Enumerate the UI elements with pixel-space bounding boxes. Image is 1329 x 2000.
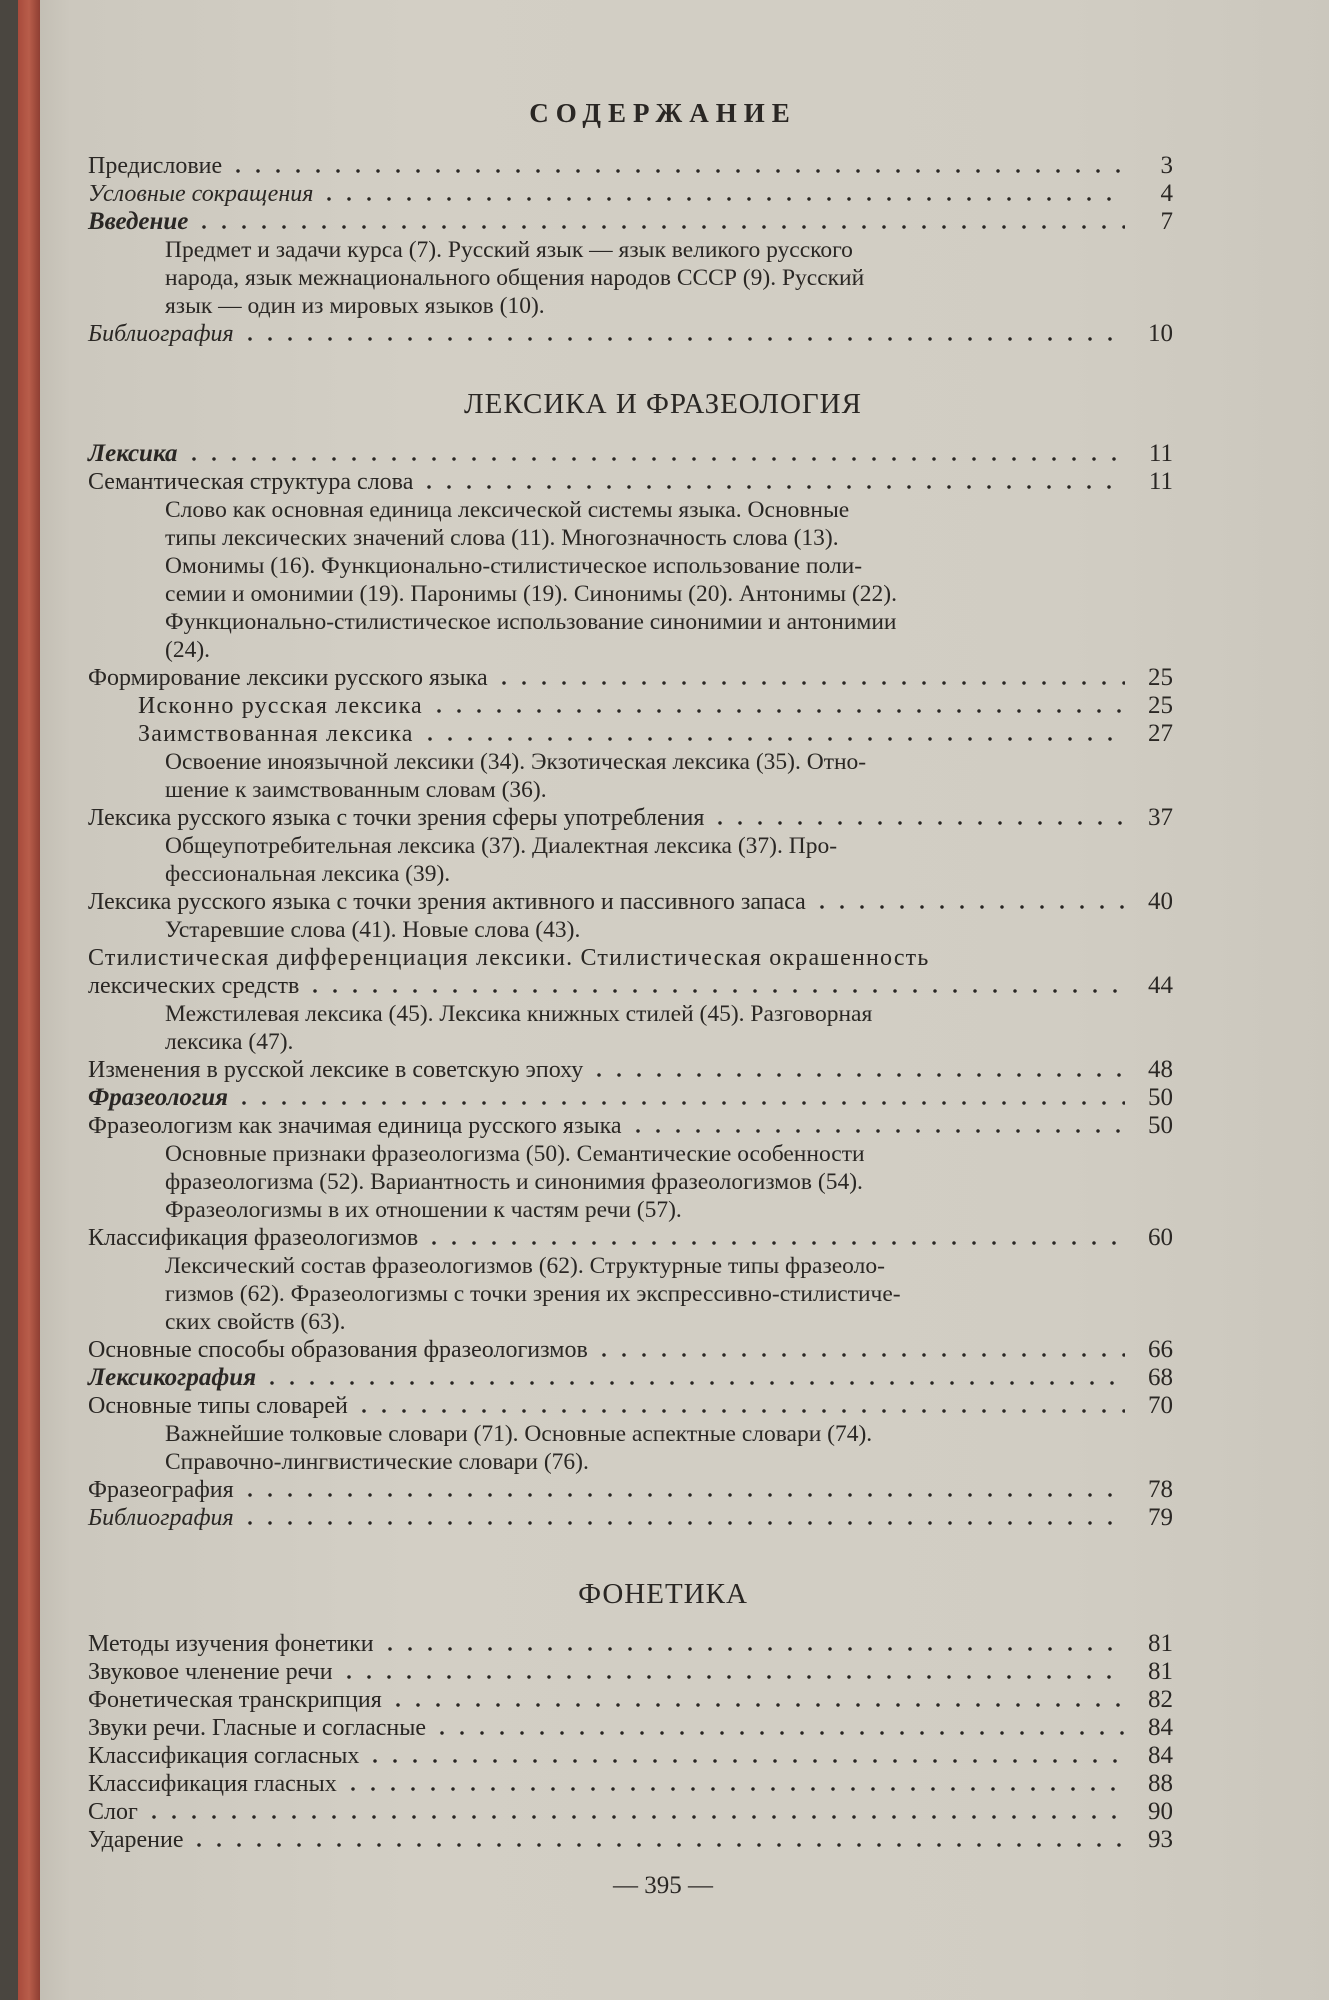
dot-leader [343, 1786, 1125, 1792]
toc-page-number: 84 [1148, 1742, 1173, 1769]
toc-entry-label: Стилистическая дифференциация лексики. Стилистическая окрашенность [88, 945, 930, 971]
toc-entry-phraseology [88, 1084, 1173, 1112]
annotation-line: Общеупотребительная лексика (37). Диалектная лексика (37). Про- [165, 833, 838, 859]
dot-leader [194, 224, 1125, 230]
dot-leader [419, 484, 1125, 490]
toc-entry-preface [88, 152, 1173, 180]
dot-leader [339, 1674, 1125, 1680]
toc-page-number: 50 [1148, 1112, 1173, 1139]
toc-entry-active-passive [88, 888, 1173, 916]
toc-entry-label: Предисловие [88, 153, 223, 179]
toc-page-number: 81 [1148, 1630, 1173, 1657]
dot-leader [184, 456, 1125, 462]
toc-entry-consonants [88, 1742, 1173, 1770]
toc-page-number: 60 [1148, 1224, 1173, 1251]
toc-entry-label: Условные сокращения [88, 181, 314, 207]
annotation-line: Основные признаки фразеологизма (50). Семантические особенности [165, 1141, 865, 1167]
toc-entry-vowels [88, 1770, 1173, 1798]
annotation-line: Справочно-лингвистические словари (76). [165, 1449, 589, 1475]
annotation-line: Важнейшие толковые словари (71). Основные аспектные словари (74). [165, 1421, 873, 1447]
toc-page-number: 50 [1148, 1084, 1173, 1111]
dot-leader [319, 196, 1125, 202]
toc-page-number: 90 [1148, 1798, 1173, 1825]
toc-entry-label: Формирование лексики русского языка [88, 665, 488, 691]
toc-page-number: 44 [1148, 972, 1173, 999]
dot-leader [144, 1814, 1125, 1820]
toc-entry-label: Фонетическая транскрипция [88, 1687, 382, 1713]
toc-entry-label: лексических средств [88, 973, 300, 999]
toc-entry-label: Введение [88, 208, 189, 235]
toc-page-number: 84 [1148, 1714, 1173, 1741]
toc-entry-speech-sounds [88, 1714, 1173, 1742]
toc-entry-label: Методы изучения фонетики [88, 1631, 374, 1657]
toc-entry-label: Фразеология [88, 1084, 228, 1111]
dot-leader [589, 1072, 1125, 1078]
toc-entry-label: Библиография [88, 321, 234, 347]
toc-entry-borrowed-lexis [138, 720, 1173, 748]
toc-page-number: 10 [1148, 320, 1173, 347]
toc-page-number: 27 [1148, 720, 1173, 747]
toc-page-number: 40 [1148, 888, 1173, 915]
toc-entry-lexis [88, 440, 1173, 468]
toc-entry-label: Лексика [88, 440, 178, 467]
toc-entry-label: Исконно русская лексика [138, 693, 423, 719]
toc-page-number: 7 [1160, 208, 1173, 235]
toc-annotation [165, 1140, 1215, 1224]
toc-entry-label: Фразеологизм как значимая единица русского языка [88, 1113, 622, 1139]
dot-leader [429, 708, 1125, 714]
toc-entry-label: Ударение [88, 1827, 184, 1853]
toc-annotation [165, 916, 1215, 944]
toc-page-number: 48 [1148, 1056, 1173, 1083]
dot-leader [189, 1842, 1125, 1848]
toc-page-number: 4 [1160, 180, 1173, 207]
annotation-line: Межстилевая лексика (45). Лексика книжных стилей (45). Разговорная [165, 1001, 873, 1027]
page-title: СОДЕРЖАНИЕ [529, 98, 797, 128]
toc-entry-label: Лексикография [88, 1364, 257, 1391]
dot-leader [420, 736, 1125, 742]
annotation-line: гизмов (62). Фразеологизмы с точки зрения их экспрессивно-стилистиче- [165, 1281, 901, 1307]
toc-annotation [165, 832, 1215, 888]
toc-page-number: 79 [1148, 1504, 1173, 1531]
dot-leader [262, 1380, 1125, 1386]
toc-entry-classification [88, 1224, 1173, 1252]
toc-entry-transcription [88, 1686, 1173, 1714]
toc-page-number: 78 [1148, 1476, 1173, 1503]
toc-entry-soviet-changes [88, 1056, 1173, 1084]
toc-annotation [165, 496, 1215, 664]
toc-entry-introduction [88, 208, 1173, 236]
toc-entry-stress [88, 1826, 1173, 1854]
dot-leader [228, 168, 1125, 174]
toc-entry-label: Классификация гласных [88, 1771, 337, 1797]
toc-page-number: 25 [1148, 664, 1173, 691]
toc-entry-label: Слог [88, 1799, 138, 1825]
toc-annotation [165, 748, 1215, 804]
annotation-line: типы лексических значений слова (11). Многозначность слова (13). [165, 525, 839, 551]
toc-page-number: 37 [1148, 804, 1173, 831]
dot-leader [305, 988, 1125, 994]
toc-annotation [165, 236, 1215, 320]
toc-page-number: 70 [1148, 1392, 1173, 1419]
toc-entry-label: Классификация фразеологизмов [88, 1225, 419, 1251]
annotation-line: Освоение иноязычной лексики (34). Экзотическая лексика (35). Отно- [165, 749, 867, 775]
dot-leader [234, 1100, 1125, 1106]
annotation-line: Омонимы (16). Функционально-стилистическое использование поли- [165, 553, 863, 579]
toc-entry-lexicography [88, 1364, 1173, 1392]
toc-page-number: 3 [1160, 152, 1173, 179]
section-title-lexis: ЛЕКСИКА И ФРАЗЕОЛОГИЯ [464, 388, 862, 420]
annotation-line: язык — один из мировых языков (10). [165, 293, 545, 319]
toc-entry-label: Заимствованная лексика [138, 721, 414, 747]
annotation-line: лексика (47). [165, 1029, 294, 1055]
dot-leader [494, 680, 1125, 686]
toc-entry-usage-sphere [88, 804, 1173, 832]
toc-page-number: 88 [1148, 1770, 1173, 1797]
toc-page-number: 81 [1148, 1658, 1173, 1685]
section-title-phonetics: ФОНЕТИКА [578, 1578, 748, 1610]
annotation-line: семии и омонимии (19). Паронимы (19). Синонимы (20). Антонимы (22). [165, 581, 897, 607]
toc-annotation [165, 1252, 1215, 1336]
book-page [18, 0, 1329, 2000]
toc-entry-label: Изменения в русской лексике в советскую эпоху [88, 1057, 584, 1083]
toc-entry-sound-division [88, 1658, 1173, 1686]
dot-leader [432, 1730, 1125, 1736]
page-number-footer: — 395 — [613, 1872, 713, 1899]
toc-entry-phraseologism [88, 1112, 1173, 1140]
toc-entry-semantic-structure [88, 468, 1173, 496]
toc-page-number: 25 [1148, 692, 1173, 719]
toc-entry-label: Лексика русского языка с точки зрения сферы употребления [88, 805, 705, 831]
toc-entry-bibliography [88, 320, 1173, 348]
toc-page-number: 11 [1148, 468, 1173, 495]
dot-leader [628, 1128, 1125, 1134]
toc-entry-label: Лексика русского языка с точки зрения активного и пассивного запаса [88, 889, 806, 915]
toc-page-number: 66 [1148, 1336, 1173, 1363]
annotation-line: ских свойств (63). [165, 1309, 346, 1335]
toc-page-number: 68 [1148, 1364, 1173, 1391]
annotation-line: Устаревшие слова (41). Новые слова (43). [165, 917, 581, 943]
annotation-line: фессиональная лексика (39). [165, 861, 451, 887]
toc-entry-abbreviations [88, 180, 1173, 208]
toc-page-number: 82 [1148, 1686, 1173, 1713]
annotation-line: Предмет и задачи курса (7). Русский язык — язык великого русского [165, 237, 853, 263]
annotation-line: народа, язык межнационального общения народов СССР (9). Русский [165, 265, 865, 291]
annotation-line: Лексический состав фразеологизмов (62). Структурные типы фразеоло- [165, 1253, 885, 1279]
toc-annotation [165, 1420, 1215, 1476]
toc-entry-formation-methods [88, 1336, 1173, 1364]
dot-leader [240, 1492, 1125, 1498]
book-binding [18, 0, 40, 2000]
toc-entry-stylistic-line [88, 944, 1133, 972]
toc-entry-phonetics-methods [88, 1630, 1173, 1658]
toc-entry-label: Библиография [88, 1505, 234, 1531]
toc-entry-label: Семантическая структура слова [88, 469, 414, 495]
toc-entry-label: Основные способы образования фразеологизмов [88, 1337, 588, 1363]
toc-entry-label: Основные типы словарей [88, 1393, 348, 1419]
dot-leader [240, 1520, 1125, 1526]
dot-leader [594, 1352, 1125, 1358]
annotation-line: Функционально-стилистическое использование синонимии и антонимии [165, 609, 897, 635]
dot-leader [424, 1240, 1125, 1246]
toc-entry-label: Фразеография [88, 1477, 234, 1503]
toc-entry-native-lexis [138, 692, 1173, 720]
dot-leader [710, 820, 1125, 826]
annotation-line: Слово как основная единица лексической системы языка. Основные [165, 497, 850, 523]
toc-page-number: 93 [1148, 1826, 1173, 1853]
toc-entry-label: Классификация согласных [88, 1743, 360, 1769]
dot-leader [380, 1646, 1125, 1652]
toc-page-number: 11 [1148, 440, 1173, 467]
annotation-line: (24). [165, 637, 211, 663]
toc-entry-phraseography [88, 1476, 1173, 1504]
toc-entry-syllable [88, 1798, 1173, 1826]
dot-leader [812, 904, 1125, 910]
toc-entry-label: Звуки речи. Гласные и согласные [88, 1715, 427, 1741]
dot-leader [365, 1758, 1125, 1764]
toc-entry-stylistic [88, 972, 1173, 1000]
dot-leader [354, 1408, 1125, 1414]
toc-entry-label: Звуковое членение речи [88, 1659, 333, 1685]
toc-entry-dictionary-types [88, 1392, 1173, 1420]
dot-leader [240, 336, 1125, 342]
annotation-line: Фразеологизмы в их отношении к частям речи (57). [165, 1197, 682, 1223]
dot-leader [388, 1702, 1125, 1708]
annotation-line: шение к заимствованным словам (36). [165, 777, 547, 803]
annotation-line: фразеологизма (52). Вариантность и синонимия фразеологизмов (54). [165, 1169, 863, 1195]
toc-annotation [165, 1000, 1215, 1056]
toc-entry-bibliography-2 [88, 1504, 1173, 1532]
toc-entry-formation [88, 664, 1173, 692]
